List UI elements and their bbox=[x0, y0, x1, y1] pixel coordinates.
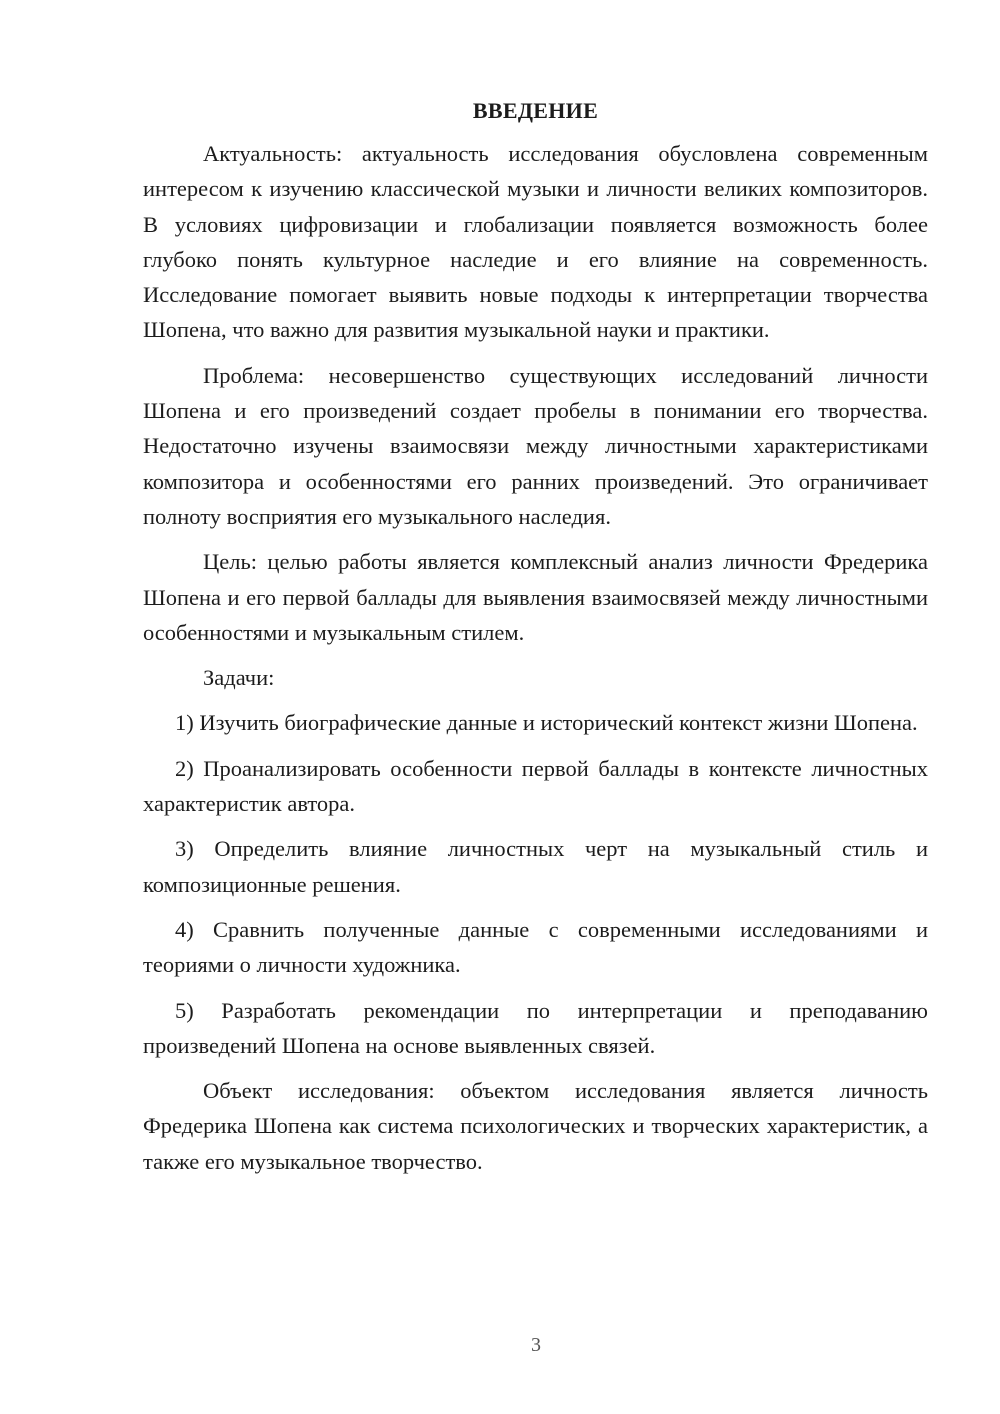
task-item-3: 3) Определить влияние личностных черт на музыкальный стиль и композиционные решения. bbox=[143, 836, 928, 897]
problem-paragraph: Проблема: несовершенство существующих исследований личности Шопена и его произведений создает пробелы в понимании его творчества. Недостаточно изучены взаимосвязи между личностными характеристиками композитора и особенностями его ранних произведений. Это ограничивает полноту восприятия его музыкального наследия. bbox=[143, 362, 928, 529]
task-item-2: 2) Проанализировать особенности первой баллады в контексте личностных характеристик автора. bbox=[143, 755, 928, 817]
task-item-4: 4) Сравнить полученные данные с современными исследованиями и теориями о личности художника. bbox=[143, 916, 928, 978]
object-paragraph: Объект исследования: объектом исследования является личность Фредерика Шопена как система психологических и творческих характеристик, а также его музыкальное творчество. bbox=[143, 1078, 928, 1174]
page-title: ВВЕДЕНИЕ bbox=[472, 98, 599, 123]
page-content bbox=[143, 96, 928, 1189]
task-item-1: 1) Изучить биографические данные и исторический контекст жизни Шопена. bbox=[175, 710, 918, 736]
relevance-paragraph: Актуальность: актуальность исследования обусловлена современным интересом к изучению классической музыки и личности великих композиторов. В условиях цифровизации и глобализации появляется возможность более глубоко понять культурное наследие и его влияние на современность. Исследование помогает выявить новые подходы к интерпретации творчества Шопена, что важно для развития музыкальной науки и практики. bbox=[143, 141, 928, 343]
task-item-5: 5) Разработать рекомендации по интерпретации и преподаванию произведений Шопена на основе выявленных связей. bbox=[143, 997, 928, 1058]
page-number: 3 bbox=[531, 1334, 541, 1356]
tasks-heading: Задачи: bbox=[203, 665, 275, 691]
goal-paragraph: Цель: целью работы является комплексный анализ личности Фредерика Шопена и его первой баллады для выявления взаимосвязей между личностными особенностями и музыкальным стилем. bbox=[143, 549, 928, 645]
